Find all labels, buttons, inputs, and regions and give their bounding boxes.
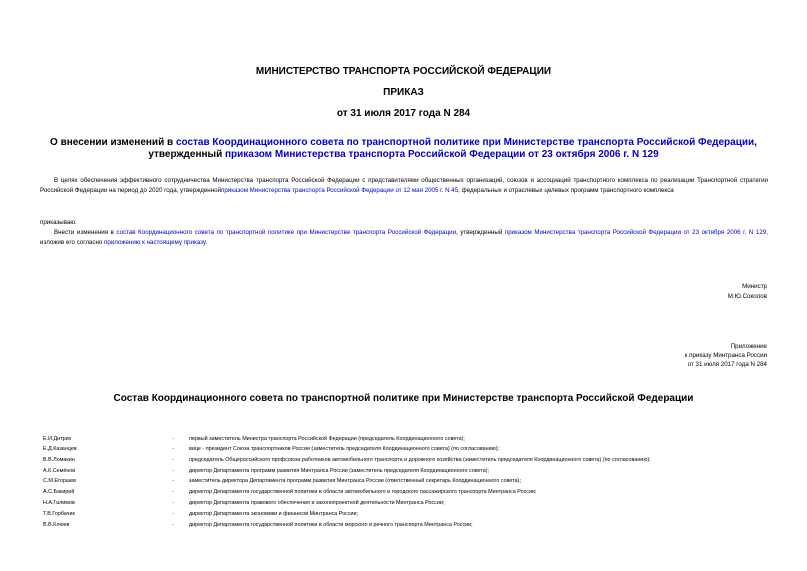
member-name: Т.В.Горбачик — [43, 511, 75, 517]
member-role: директор Департамента экономики и финансов Минтранса России; — [189, 511, 359, 517]
preamble-paragraph — [40, 176, 768, 196]
member-name: Е.Д.Казанцев — [43, 446, 77, 452]
signature-name: М.Ю.Соколов — [727, 293, 767, 300]
title-link-composition[interactable]: состав Координационного совета по транспортной политике при Министерстве транспорта Российской Федерации — [175, 137, 755, 148]
member-dash: - — [172, 511, 174, 517]
member-name: А.К.Семёнов — [43, 468, 76, 474]
title-link-order-129[interactable]: приказом Министерства транспорта Российской Федерации от 23 октября 2006 г. N 129 — [225, 149, 659, 160]
member-role: директор Департамента государственной политики в области морского и речного транспорта Минтранса России; — [189, 522, 473, 528]
member-dash: - — [172, 489, 174, 495]
member-row — [43, 434, 783, 444]
member-role: вице - президент Союза транспортников России (заместитель председателя Координационного совета) (по согласованию); — [189, 446, 499, 452]
member-dash: - — [172, 500, 174, 506]
member-row — [43, 498, 783, 508]
order-link-appendix[interactable]: приложению к настоящему приказу — [104, 239, 206, 246]
document-title — [40, 137, 767, 161]
preamble-text-1: В целях обеспечения эффективного сотрудничества Министерства транспорта Российской Федерации с представителями общественных организаций, союзов и ассоциаций транспортного комплекса по реализации Транспортной стратегии Российской Федерации на период до 2020 года, утвержденной — [40, 177, 768, 194]
member-role: директор Департамента государственной политики в области автомобильного и городского пассажирского транспорта Минтранса России; — [189, 489, 537, 495]
signature-position: Министр — [742, 283, 767, 290]
member-row — [43, 487, 783, 497]
title-text-before: О внесении изменений в — [50, 137, 176, 148]
member-dash: - — [172, 522, 174, 528]
order-text-2: , утвержденный — [456, 229, 505, 236]
member-role: заместитель директора Департамента программ развития Минтранса России (ответственный секретарь Координационного совета); — [189, 478, 521, 484]
member-name: А.С.Бакирей — [43, 489, 75, 495]
member-dash: - — [172, 478, 174, 484]
signature-block — [728, 282, 767, 302]
member-role: директор Департамента правового обеспечения и законопроектной деятельности Минтранса России; — [189, 500, 445, 506]
appendix-block — [685, 342, 767, 369]
member-row — [43, 455, 783, 465]
member-name: Е.И.Дитрих — [43, 436, 72, 442]
ministry-heading: МИНИСТЕРСТВО ТРАНСПОРТА РОССИЙСКОЙ ФЕДЕРАЦИИ — [255, 66, 552, 77]
member-name: В.В.Ломакин — [43, 457, 75, 463]
member-row — [43, 476, 783, 486]
member-name: Н.А.Галимов — [43, 500, 75, 506]
order-text-3: , изложив его согласно — [40, 229, 768, 246]
member-role: первый заместитель Министра транспорта Российской Федерации (председатель Координационного совета); — [189, 436, 465, 442]
order-text-4: . — [205, 239, 208, 246]
doc-type-heading: ПРИКАЗ — [383, 87, 424, 98]
order-link-composition[interactable]: состав Координационного совета по транспортной политике при Министерстве транспорта Российской Федерации — [116, 229, 457, 236]
member-row — [43, 466, 783, 476]
preamble-text-2: , федеральных и отраслевых целевых программ транспортного комплекса — [458, 187, 674, 194]
member-dash: - — [172, 457, 174, 463]
order-word: приказываю: — [40, 219, 77, 226]
member-role: председатель Общероссийского профсоюза работников автомобильного транспорта и дорожного хозяйства (заместитель председателя Координационного совета) (по согласованию); — [189, 457, 651, 463]
member-dash: - — [172, 468, 174, 474]
appendix-label: Приложение — [730, 343, 767, 350]
order-paragraph — [40, 228, 768, 248]
member-dash: - — [172, 436, 174, 442]
order-link-order-129[interactable]: приказом Министерства транспорта Российской Федерации от 23 октября 2006 г. N 129 — [504, 229, 767, 236]
doc-date-number: от 31 июля 2017 года N 284 — [336, 108, 471, 119]
member-name: В.В.Клюев — [43, 522, 70, 528]
member-row — [43, 520, 783, 530]
appendix-date: от 31 июля 2017 года N 284 — [687, 361, 767, 368]
member-dash: - — [172, 446, 174, 452]
member-name: С.М.Егоршев — [43, 478, 77, 484]
order-text-1: Внести изменения в — [54, 229, 117, 236]
title-text-middle: , утвержденный — [148, 137, 757, 160]
member-row — [43, 509, 783, 519]
member-row — [43, 444, 783, 454]
composition-title: Состав Координационного совета по транспортной политике при Министерстве транспорта Российской Федерации — [113, 393, 694, 404]
member-role: директор Департамента программ развития Минтранса России (заместитель председателя Координационного совета); — [189, 468, 490, 474]
appendix-ref: к приказу Минтранса России — [684, 352, 767, 359]
preamble-link-order-45[interactable]: приказом Министерства транспорта Российской Федерации от 12 мая 2005 г. N 45 — [221, 187, 459, 194]
